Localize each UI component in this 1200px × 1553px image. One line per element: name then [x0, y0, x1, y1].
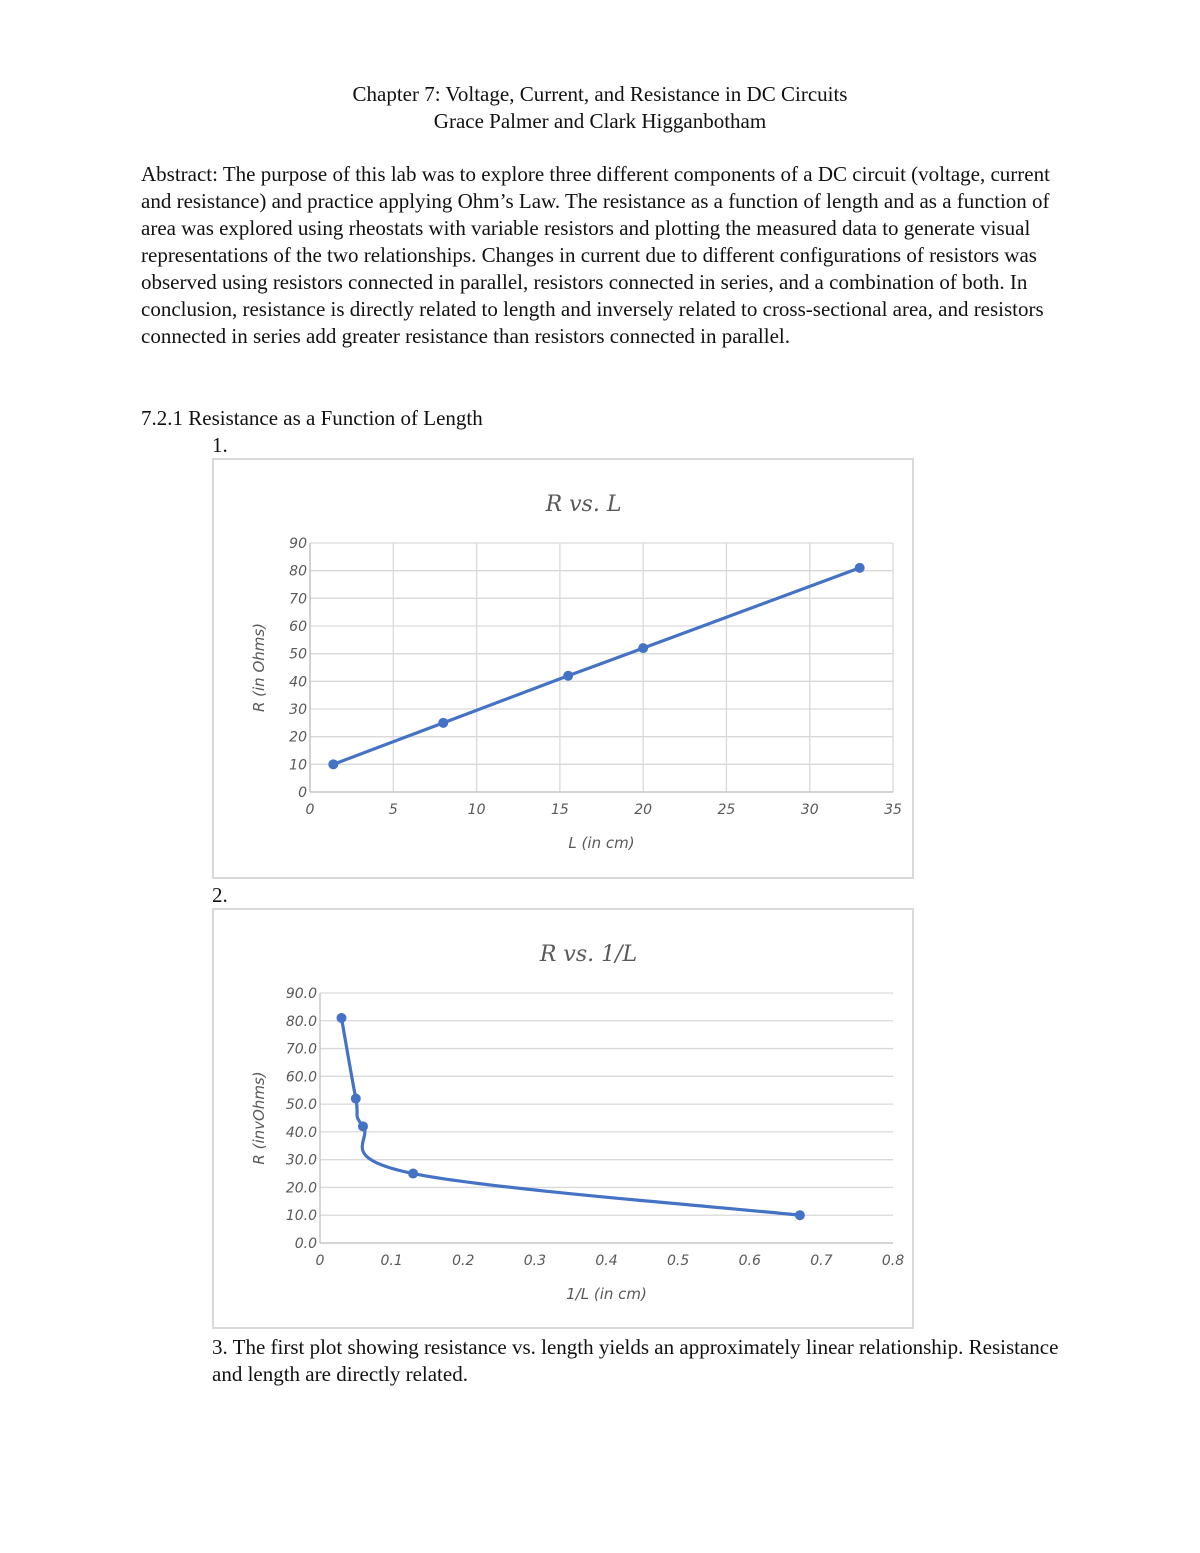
chart1-xtick-8: 0.8 [881, 1253, 905, 1269]
document-authors: Grace Palmer and Clark Higganbotham [433, 109, 767, 133]
chart-r-vs-inverse-l [212, 908, 914, 1329]
chart1-xtick-5: 0.5 [666, 1253, 690, 1269]
chart0-ytick-6: 60 [289, 619, 307, 635]
chart-r-vs-l-svg [214, 460, 912, 877]
chart0-xtick-7: 35 [884, 802, 902, 818]
chart1-xtick-6: 0.6 [738, 1253, 761, 1269]
conclusion-paragraph: 3. The first plot showing resistance vs. length yields an approximately linear relationship. Resistance and length are directly related. [212, 1335, 1059, 1386]
chart0-series-line [333, 568, 859, 764]
chart0-ytick-0: 0 [298, 785, 307, 801]
chart1-ytick-7: 70.0 [285, 1041, 317, 1058]
chart1-ytick-8: 80.0 [285, 1013, 317, 1030]
chart0-point-1 [438, 718, 448, 728]
chart1-xtick-0: 0 [315, 1253, 325, 1269]
chart0-ytick-7: 70 [289, 591, 307, 608]
chart1-xtick-4: 0.4 [595, 1253, 618, 1269]
chart0-xtick-2: 10 [467, 802, 486, 818]
chart1-ytick-3: 30.0 [285, 1152, 317, 1169]
chart0-point-2 [563, 671, 573, 681]
document-title: Chapter 7: Voltage, Current, and Resistance in DC Circuits [352, 82, 848, 106]
abstract-paragraph: Abstract: The purpose of this lab was to explore three different components of a DC circuit (voltage, current and resistance) and practice applying Ohm’s Law. The resistance as a function of length and as a function of area was explored using rheostats with variable resistors and plotting the measured data to generate visual representations of the two relationships. Changes in current due to different configurations of resistors was observed using resistors connected in parallel, resistors connected in series, and a combination of both. In conclusion, resistance is directly related to length and inversely related to cross-sectional area, and resistors connected in series add greater resistance than resistors connected in parallel. [141, 162, 1050, 348]
chart-r-vs-l [212, 458, 914, 879]
chart0-xtick-1: 5 [388, 802, 398, 818]
chart0-xlabel: L (in cm) [568, 834, 635, 852]
item-number-1: 1. [212, 433, 228, 457]
section-heading: 7.2.1 Resistance as a Function of Length [141, 406, 483, 430]
chart1-ytick-2: 20.0 [285, 1180, 317, 1197]
chart1-ytick-4: 40.0 [285, 1124, 317, 1141]
chart1-ylabel: R (invOhms) [250, 1071, 268, 1165]
item-number-2: 2. [212, 883, 228, 907]
chart0-xtick-0: 0 [305, 802, 315, 818]
chart0-ytick-9: 90 [289, 536, 307, 552]
chart0-ytick-5: 50 [289, 646, 307, 663]
chart1-title: R vs. 1/L [539, 942, 638, 967]
chart1-xtick-7: 0.7 [810, 1253, 833, 1269]
chart1-xtick-3: 0.3 [523, 1253, 547, 1269]
chart0-xtick-5: 25 [717, 802, 736, 818]
chart1-point-2 [358, 1121, 368, 1131]
chart0-ytick-3: 30 [289, 702, 307, 718]
chart1-xlabel: 1/L (in cm) [566, 1285, 647, 1303]
chart0-xtick-4: 20 [634, 802, 653, 818]
chart0-xtick-3: 15 [550, 802, 569, 818]
chart1-point-1 [351, 1094, 361, 1104]
chart1-point-0 [336, 1013, 346, 1023]
chart1-xtick-1: 0.1 [380, 1253, 403, 1269]
chart0-title: R vs. L [545, 492, 622, 517]
chart0-ytick-1: 10 [289, 757, 307, 774]
chart0-point-3 [638, 643, 648, 653]
chart1-xtick-2: 0.2 [452, 1253, 475, 1269]
chart0-ylabel: R (in Ohms) [250, 622, 268, 713]
chart1-series-line [341, 1018, 799, 1215]
chart0-ytick-8: 80 [289, 563, 307, 580]
chart1-point-4 [795, 1210, 805, 1220]
chart1-ytick-5: 50.0 [285, 1097, 317, 1114]
chart0-point-0 [328, 759, 338, 769]
chart1-point-3 [408, 1169, 418, 1179]
chart0-ytick-2: 20 [289, 729, 307, 746]
chart0-xtick-6: 30 [800, 802, 819, 818]
chart1-ytick-0: 0.0 [294, 1236, 317, 1252]
chart0-ytick-4: 40 [289, 674, 307, 691]
chart1-ytick-9: 90.0 [285, 986, 317, 1002]
chart1-ytick-1: 10.0 [285, 1208, 317, 1225]
chart-r-vs-inverse-l-svg [214, 910, 912, 1327]
chart0-point-4 [855, 563, 865, 573]
chart1-ytick-6: 60.0 [285, 1069, 317, 1086]
